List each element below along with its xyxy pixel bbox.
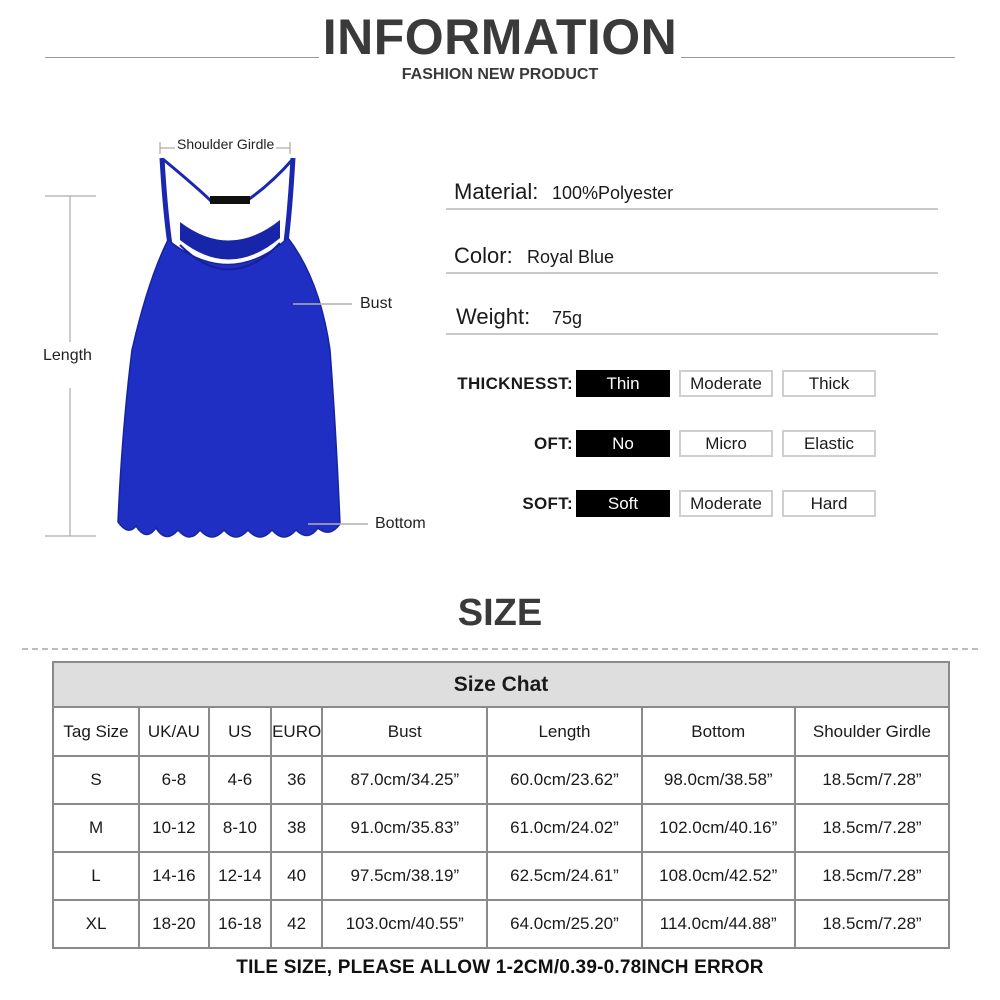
header-uk-au: UK/AU [139, 707, 209, 756]
material-key: Material: [454, 179, 539, 204]
material-row [446, 180, 938, 210]
table-cell: 97.5cm/38.19” [322, 852, 487, 900]
table-header-row [53, 707, 949, 756]
size-divider [22, 648, 978, 650]
color-value: Royal Blue [527, 247, 615, 267]
table-cell: 18.5cm/7.28” [795, 804, 949, 852]
thickness-moderate-option[interactable]: Moderate [679, 370, 773, 397]
table-cell: M [53, 804, 139, 852]
table-cell: 10-12 [139, 804, 209, 852]
table-cell: 14-16 [139, 852, 209, 900]
table-cell: 36 [271, 756, 322, 804]
soft-label: SOFT: [522, 494, 573, 513]
table-cell: 103.0cm/40.55” [322, 900, 487, 948]
page-title [0, 8, 1000, 66]
table-cell: 62.5cm/24.61” [487, 852, 641, 900]
weight-value: 75g [552, 308, 583, 328]
oft-no-option[interactable]: No [576, 430, 670, 457]
page-subtitle: FASHION NEW PRODUCT [401, 66, 599, 83]
table-cell: L [53, 852, 139, 900]
header-tag-size: Tag Size [53, 707, 139, 756]
table-cell: 18.5cm/7.28” [795, 852, 949, 900]
bottom-label: Bottom [375, 515, 426, 532]
thickness-thin-option[interactable]: Thin [576, 370, 670, 397]
table-cell: 4-6 [209, 756, 271, 804]
header-shoulder-girdle: Shoulder Girdle [795, 707, 949, 756]
page-title-text: INFORMATION [319, 9, 682, 65]
table-row [53, 852, 949, 900]
table-cell: XL [53, 900, 139, 948]
table-cell: 42 [271, 900, 322, 948]
color-key: Color: [454, 243, 513, 268]
table-cell: 38 [271, 804, 322, 852]
table-row [53, 900, 949, 948]
garment-body [118, 238, 340, 537]
table-cell: 18.5cm/7.28” [795, 900, 949, 948]
shoulder-girdle-label: Shoulder Girdle [177, 136, 275, 152]
length-label: Length [43, 347, 92, 364]
oft-label: OFT: [534, 434, 573, 453]
table-row [53, 756, 949, 804]
table-cell: 18-20 [139, 900, 209, 948]
table-cell: 40 [271, 852, 322, 900]
table-cell: 102.0cm/40.16” [642, 804, 795, 852]
oft-elastic-option[interactable]: Elastic [782, 430, 876, 457]
camisole-image [40, 130, 420, 550]
table-caption: Size Chat [53, 662, 949, 707]
header-length: Length [487, 707, 641, 756]
table-cell: S [53, 756, 139, 804]
table-cell: 64.0cm/25.20” [487, 900, 641, 948]
table-row [53, 804, 949, 852]
table-cell: 87.0cm/34.25” [322, 756, 487, 804]
table-cell: 6-8 [139, 756, 209, 804]
soft-hard-option[interactable]: Hard [782, 490, 876, 517]
weight-key: Weight: [456, 304, 531, 329]
bust-label: Bust [360, 295, 393, 312]
table-cell: 18.5cm/7.28” [795, 756, 949, 804]
soft-moderate-option[interactable]: Moderate [679, 490, 773, 517]
table-cell: 91.0cm/35.83” [322, 804, 487, 852]
table-cell: 8-10 [209, 804, 271, 852]
header-us: US [209, 707, 271, 756]
weight-row [446, 305, 938, 335]
header-euro: EURO [271, 707, 322, 756]
header-bottom: Bottom [642, 707, 795, 756]
table-cell: 61.0cm/24.02” [487, 804, 641, 852]
size-table [52, 661, 950, 949]
size-title: SIZE [457, 592, 543, 634]
header-bust: Bust [322, 707, 487, 756]
size-error-note: TILE SIZE, PLEASE ALLOW 1-2CM/0.39-0.78INCH ERROR [236, 957, 764, 978]
table-cell: 108.0cm/42.52” [642, 852, 795, 900]
table-cell: 12-14 [209, 852, 271, 900]
thickness-label: THICKNESST: [457, 374, 573, 393]
table-cell: 16-18 [209, 900, 271, 948]
oft-micro-option[interactable]: Micro [679, 430, 773, 457]
soft-soft-option[interactable]: Soft [576, 490, 670, 517]
color-row [446, 244, 938, 274]
thickness-thick-option[interactable]: Thick [782, 370, 876, 397]
table-cell: 98.0cm/38.58” [642, 756, 795, 804]
table-cell: 60.0cm/23.62” [487, 756, 641, 804]
table-cell: 114.0cm/44.88” [642, 900, 795, 948]
material-value: 100%Polyester [552, 183, 674, 203]
